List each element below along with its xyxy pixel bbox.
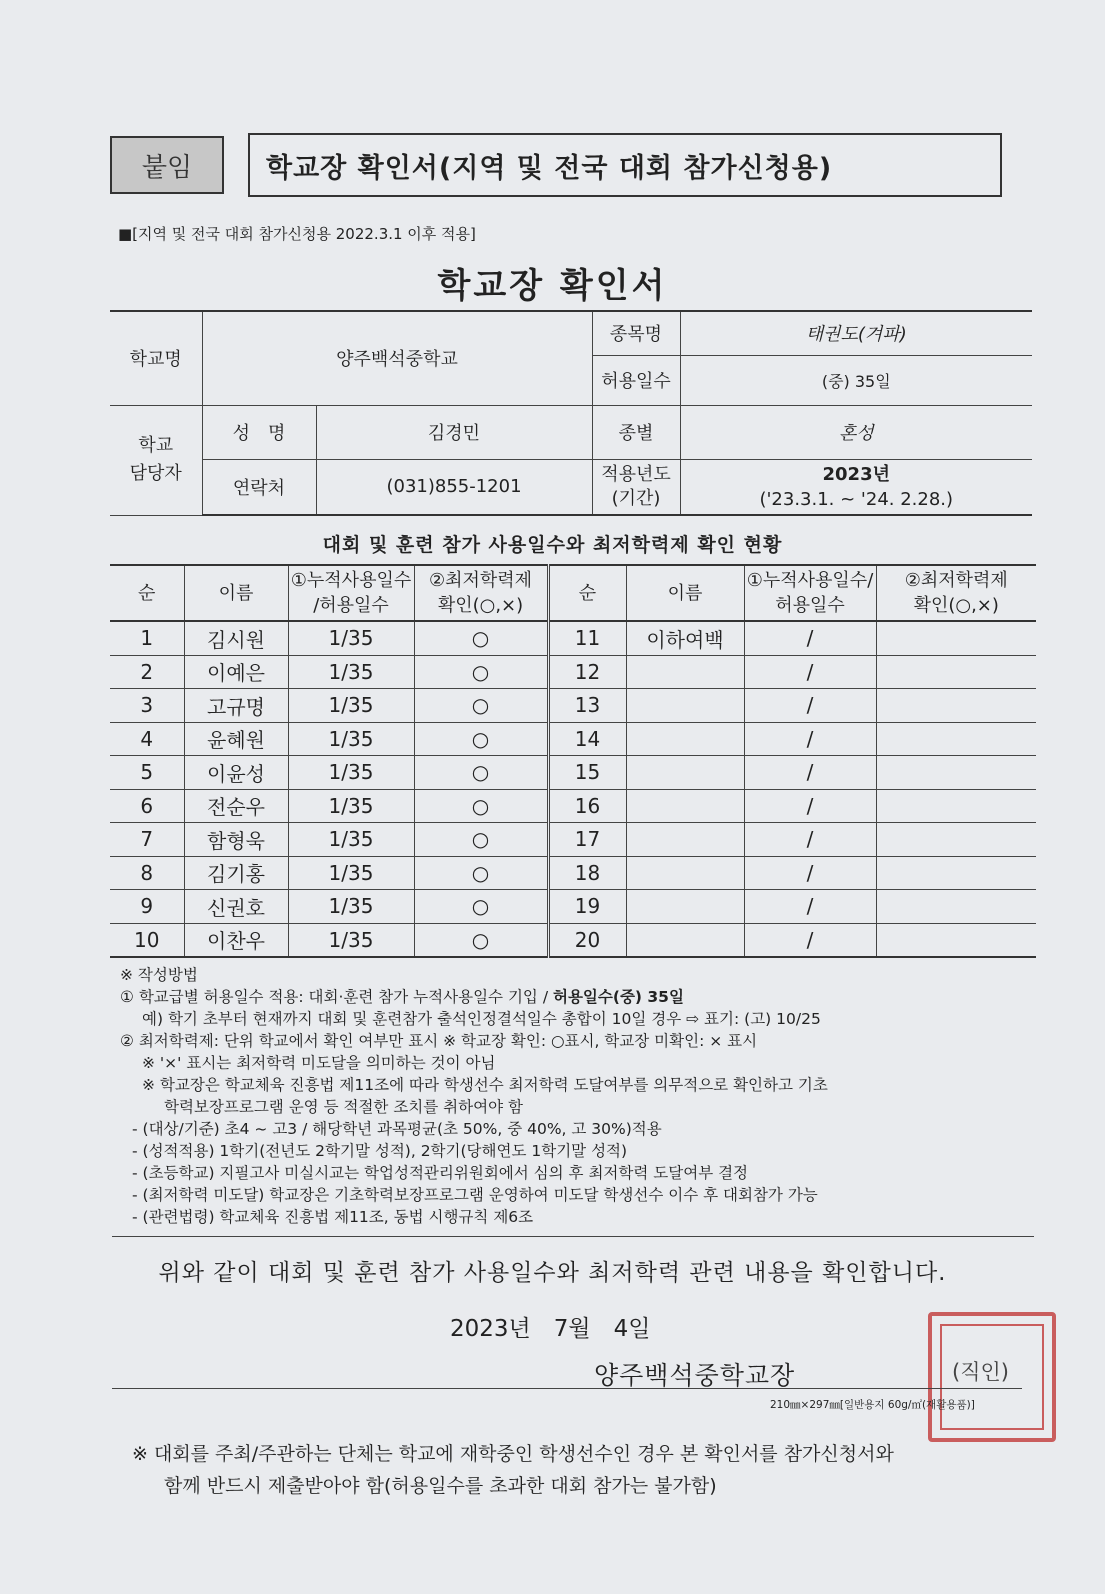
header-used-right (744, 565, 876, 621)
row-name-left: 고규명 (184, 689, 288, 723)
method-line-1a: ① 학교급별 허용일수 적용: 대회·훈련 참가 누적사용일수 기입 / (120, 988, 553, 1006)
method-line-6: 학력보장프로그램 운영 등 적절한 조치를 취하여야 함 (164, 1098, 523, 1116)
row-no-left: 5 (110, 756, 184, 790)
method-line-2: 예) 학기 초부터 현재까지 대회 및 훈련참가 출석인정결석일수 총합이 10일 경우 ⇨ 표기: (고) 10/25 (142, 1010, 821, 1028)
row-check-left: ○ (414, 856, 548, 890)
header-check-left (414, 565, 548, 621)
row-used-right: / (744, 756, 876, 790)
contact-label: 연락처 (202, 459, 316, 515)
header-no-right: 순 (548, 565, 626, 621)
row-name-left: 신권호 (184, 890, 288, 924)
year-label-line1: 적용년도 (601, 463, 671, 485)
row-name-left: 윤혜원 (184, 722, 288, 756)
page-title: 학교장 확인서 (437, 266, 668, 306)
method-line-3: ② 최저학력제: 단위 학교에서 확인 여부만 표시 ※ 학교장 확인: ○표시, 학교장 미확인: × 표시 (120, 1032, 758, 1050)
row-used-right: / (744, 923, 876, 957)
gender-value: 혼성 (680, 405, 1032, 459)
row-check-left: ○ (414, 689, 548, 723)
table-row (110, 621, 1036, 655)
row-used-left: 1/35 (288, 823, 414, 857)
row-used-left: 1/35 (288, 756, 414, 790)
row-no-left: 1 (110, 621, 184, 655)
table-row (110, 923, 1036, 957)
period-value: ('23.3.1. ~ '24. 2.28.) (759, 488, 954, 510)
writing-method (120, 964, 1060, 1228)
row-name-right (626, 689, 744, 723)
paper-spec: 210㎜×297㎜[일반용지 60g/㎡(재활용품)] (770, 1399, 975, 1411)
year-value-cell (680, 459, 1032, 515)
divider (112, 1236, 1034, 1237)
row-check-right (876, 689, 1036, 723)
header-name-left: 이름 (184, 565, 288, 621)
row-used-right: / (744, 789, 876, 823)
row-check-left: ○ (414, 890, 548, 924)
issue-date: 2023년 7월 4일 (450, 1316, 651, 1342)
school-label: 학교명 (110, 311, 202, 405)
method-heading: ※ 작성방법 (120, 966, 198, 984)
header-check-left-l1: ②최저학력제 (428, 570, 533, 591)
row-used-right: / (744, 823, 876, 857)
row-name-left: 이예은 (184, 655, 288, 689)
row-used-left: 1/35 (288, 789, 414, 823)
row-used-left: 1/35 (288, 722, 414, 756)
method-line-8: - (성적적용) 1학기(전년도 2학기말 성적), 2학기(당해연도 1학기말 성적) (132, 1142, 628, 1160)
method-line-7: - (대상/기준) 초4 ~ 고3 / 해당학년 과목평균(초 50%, 중 40%, 고 30%)적용 (132, 1120, 662, 1138)
table-row (110, 722, 1036, 756)
manager-label-line1: 학교 (138, 435, 174, 456)
event-value: 태권도(겨파) (680, 311, 1032, 355)
name-label: 성 명 (202, 405, 316, 459)
principal-name: 양주백석중학교장 (594, 1361, 796, 1390)
footer-line-1: ※ 대회를 주최/주관하는 단체는 학교에 재학중인 학생선수인 경우 본 확인서를 참가신청서와 (132, 1443, 894, 1465)
year-label-line2: (기간) (611, 487, 661, 509)
method-line-9: - (초등학교) 지필고사 미실시교는 학업성적관리위원회에서 심의 후 최저학력 도달여부 결정 (132, 1164, 749, 1182)
row-name-right (626, 823, 744, 857)
method-line-1 (120, 986, 1060, 1008)
method-line-1b: 허용일수(중) 35일 (552, 988, 684, 1006)
header-used-left-l2: /허용일수 (313, 595, 389, 616)
footer-line-2: 함께 반드시 제출받아야 함(허용일수를 초과한 대회 참가는 불가함) (164, 1475, 717, 1497)
row-check-right (876, 923, 1036, 957)
row-no-right: 12 (548, 655, 626, 689)
manager-label (110, 405, 202, 515)
header-check-right-l2: 확인(○,×) (913, 595, 999, 616)
row-used-right: / (744, 890, 876, 924)
row-check-left: ○ (414, 722, 548, 756)
header-check-left-l2: 확인(○,×) (437, 595, 524, 616)
header-used-right-l1: ①누적사용일수/ (746, 570, 874, 591)
header-used-right-l2: 허용일수 (775, 595, 845, 616)
row-name-left: 함형욱 (184, 823, 288, 857)
row-used-left: 1/35 (288, 923, 414, 957)
row-check-left: ○ (414, 823, 548, 857)
row-no-left: 8 (110, 856, 184, 890)
row-name-right (626, 722, 744, 756)
row-no-left: 7 (110, 823, 184, 857)
footer-note (132, 1438, 1032, 1502)
row-used-left: 1/35 (288, 856, 414, 890)
row-check-left: ○ (414, 923, 548, 957)
header-check-right-l1: ②최저학력제 (904, 570, 1008, 591)
header-name-right: 이름 (626, 565, 744, 621)
row-name-right (626, 890, 744, 924)
header-used-left-l1: ①누적사용일수 (290, 570, 412, 591)
contact-value: (031)855-1201 (316, 459, 592, 515)
method-line-10: - (최저학력 미도달) 학교장은 기초학력보장프로그램 운영하여 미도달 학생선수 이수 후 대회참가 가능 (132, 1186, 818, 1204)
row-no-right: 15 (548, 756, 626, 790)
row-used-right: / (744, 655, 876, 689)
row-no-right: 17 (548, 823, 626, 857)
header-no-left: 순 (110, 565, 184, 621)
allowed-value: (중) 35일 (680, 355, 1032, 405)
row-check-left: ○ (414, 756, 548, 790)
row-check-right (876, 789, 1036, 823)
confirmation-text: 위와 같이 대회 및 훈련 참가 사용일수와 최저학력 관련 내용을 확인합니다. (158, 1260, 947, 1286)
row-no-right: 13 (548, 689, 626, 723)
method-line-11: - (관련법령) 학교체육 진흥법 제11조, 동법 시행규칙 제6조 (132, 1208, 534, 1226)
row-no-right: 20 (548, 923, 626, 957)
row-used-left: 1/35 (288, 621, 414, 655)
row-no-left: 4 (110, 722, 184, 756)
header-used-left (288, 565, 414, 621)
row-name-right: 이하여백 (626, 621, 744, 655)
document-header-title: 학교장 확인서(지역 및 전국 대회 참가신청용) (248, 133, 1002, 197)
row-no-left: 3 (110, 689, 184, 723)
row-used-right: / (744, 722, 876, 756)
year-value: 2023년 (822, 463, 890, 485)
table-row (110, 789, 1036, 823)
row-name-right (626, 655, 744, 689)
info-table (110, 310, 1032, 516)
name-value: 김경민 (316, 405, 592, 459)
row-no-right: 16 (548, 789, 626, 823)
row-no-right: 18 (548, 856, 626, 890)
row-check-right (876, 890, 1036, 924)
row-check-right (876, 621, 1036, 655)
row-name-left: 전순우 (184, 789, 288, 823)
section-title: 대회 및 훈련 참가 사용일수와 최저학력제 확인 현황 (322, 534, 783, 556)
row-used-right: / (744, 621, 876, 655)
apply-note: ■[지역 및 전국 대회 참가신청용 2022.3.1 이후 적용] (118, 225, 476, 243)
divider (112, 1388, 1022, 1389)
row-check-left: ○ (414, 655, 548, 689)
row-no-left: 6 (110, 789, 184, 823)
table-row (110, 756, 1036, 790)
row-used-left: 1/35 (288, 689, 414, 723)
manager-label-line2: 담당자 (129, 463, 182, 484)
event-label: 종목명 (592, 311, 680, 355)
attachment-tag: 붙임 (110, 136, 224, 194)
table-row (110, 655, 1036, 689)
header-check-right (876, 565, 1036, 621)
allowed-label: 허용일수 (592, 355, 680, 405)
method-line-5: ※ 학교장은 학교체육 진흥법 제11조에 따라 학생선수 최저학력 도달여부를 의무적으로 확인하고 기초 (142, 1076, 828, 1094)
row-check-right (876, 856, 1036, 890)
row-name-right (626, 856, 744, 890)
row-check-right (876, 655, 1036, 689)
row-used-right: / (744, 689, 876, 723)
row-used-left: 1/35 (288, 655, 414, 689)
seal-mark: (직인) (952, 1360, 1009, 1384)
gender-label: 종별 (592, 405, 680, 459)
row-no-left: 2 (110, 655, 184, 689)
row-no-right: 19 (548, 890, 626, 924)
year-label (592, 459, 680, 515)
row-name-left: 김시원 (184, 621, 288, 655)
row-no-left: 9 (110, 890, 184, 924)
row-no-right: 14 (548, 722, 626, 756)
table-row (110, 890, 1036, 924)
method-line-4: ※ '×' 표시는 최저학력 미도달을 의미하는 것이 아님 (142, 1054, 496, 1072)
row-check-right (876, 756, 1036, 790)
row-no-left: 10 (110, 923, 184, 957)
row-name-left: 김기홍 (184, 856, 288, 890)
row-check-right (876, 823, 1036, 857)
row-name-left: 이윤성 (184, 756, 288, 790)
table-row (110, 689, 1036, 723)
row-used-left: 1/35 (288, 890, 414, 924)
row-name-right (626, 923, 744, 957)
table-row (110, 856, 1036, 890)
row-used-right: / (744, 856, 876, 890)
roster-table (110, 564, 1036, 958)
row-name-right (626, 789, 744, 823)
table-row (110, 823, 1036, 857)
row-check-right (876, 722, 1036, 756)
school-value: 양주백석중학교 (202, 311, 592, 405)
row-no-right: 11 (548, 621, 626, 655)
row-name-left: 이찬우 (184, 923, 288, 957)
row-check-left: ○ (414, 621, 548, 655)
row-name-right (626, 756, 744, 790)
row-check-left: ○ (414, 789, 548, 823)
